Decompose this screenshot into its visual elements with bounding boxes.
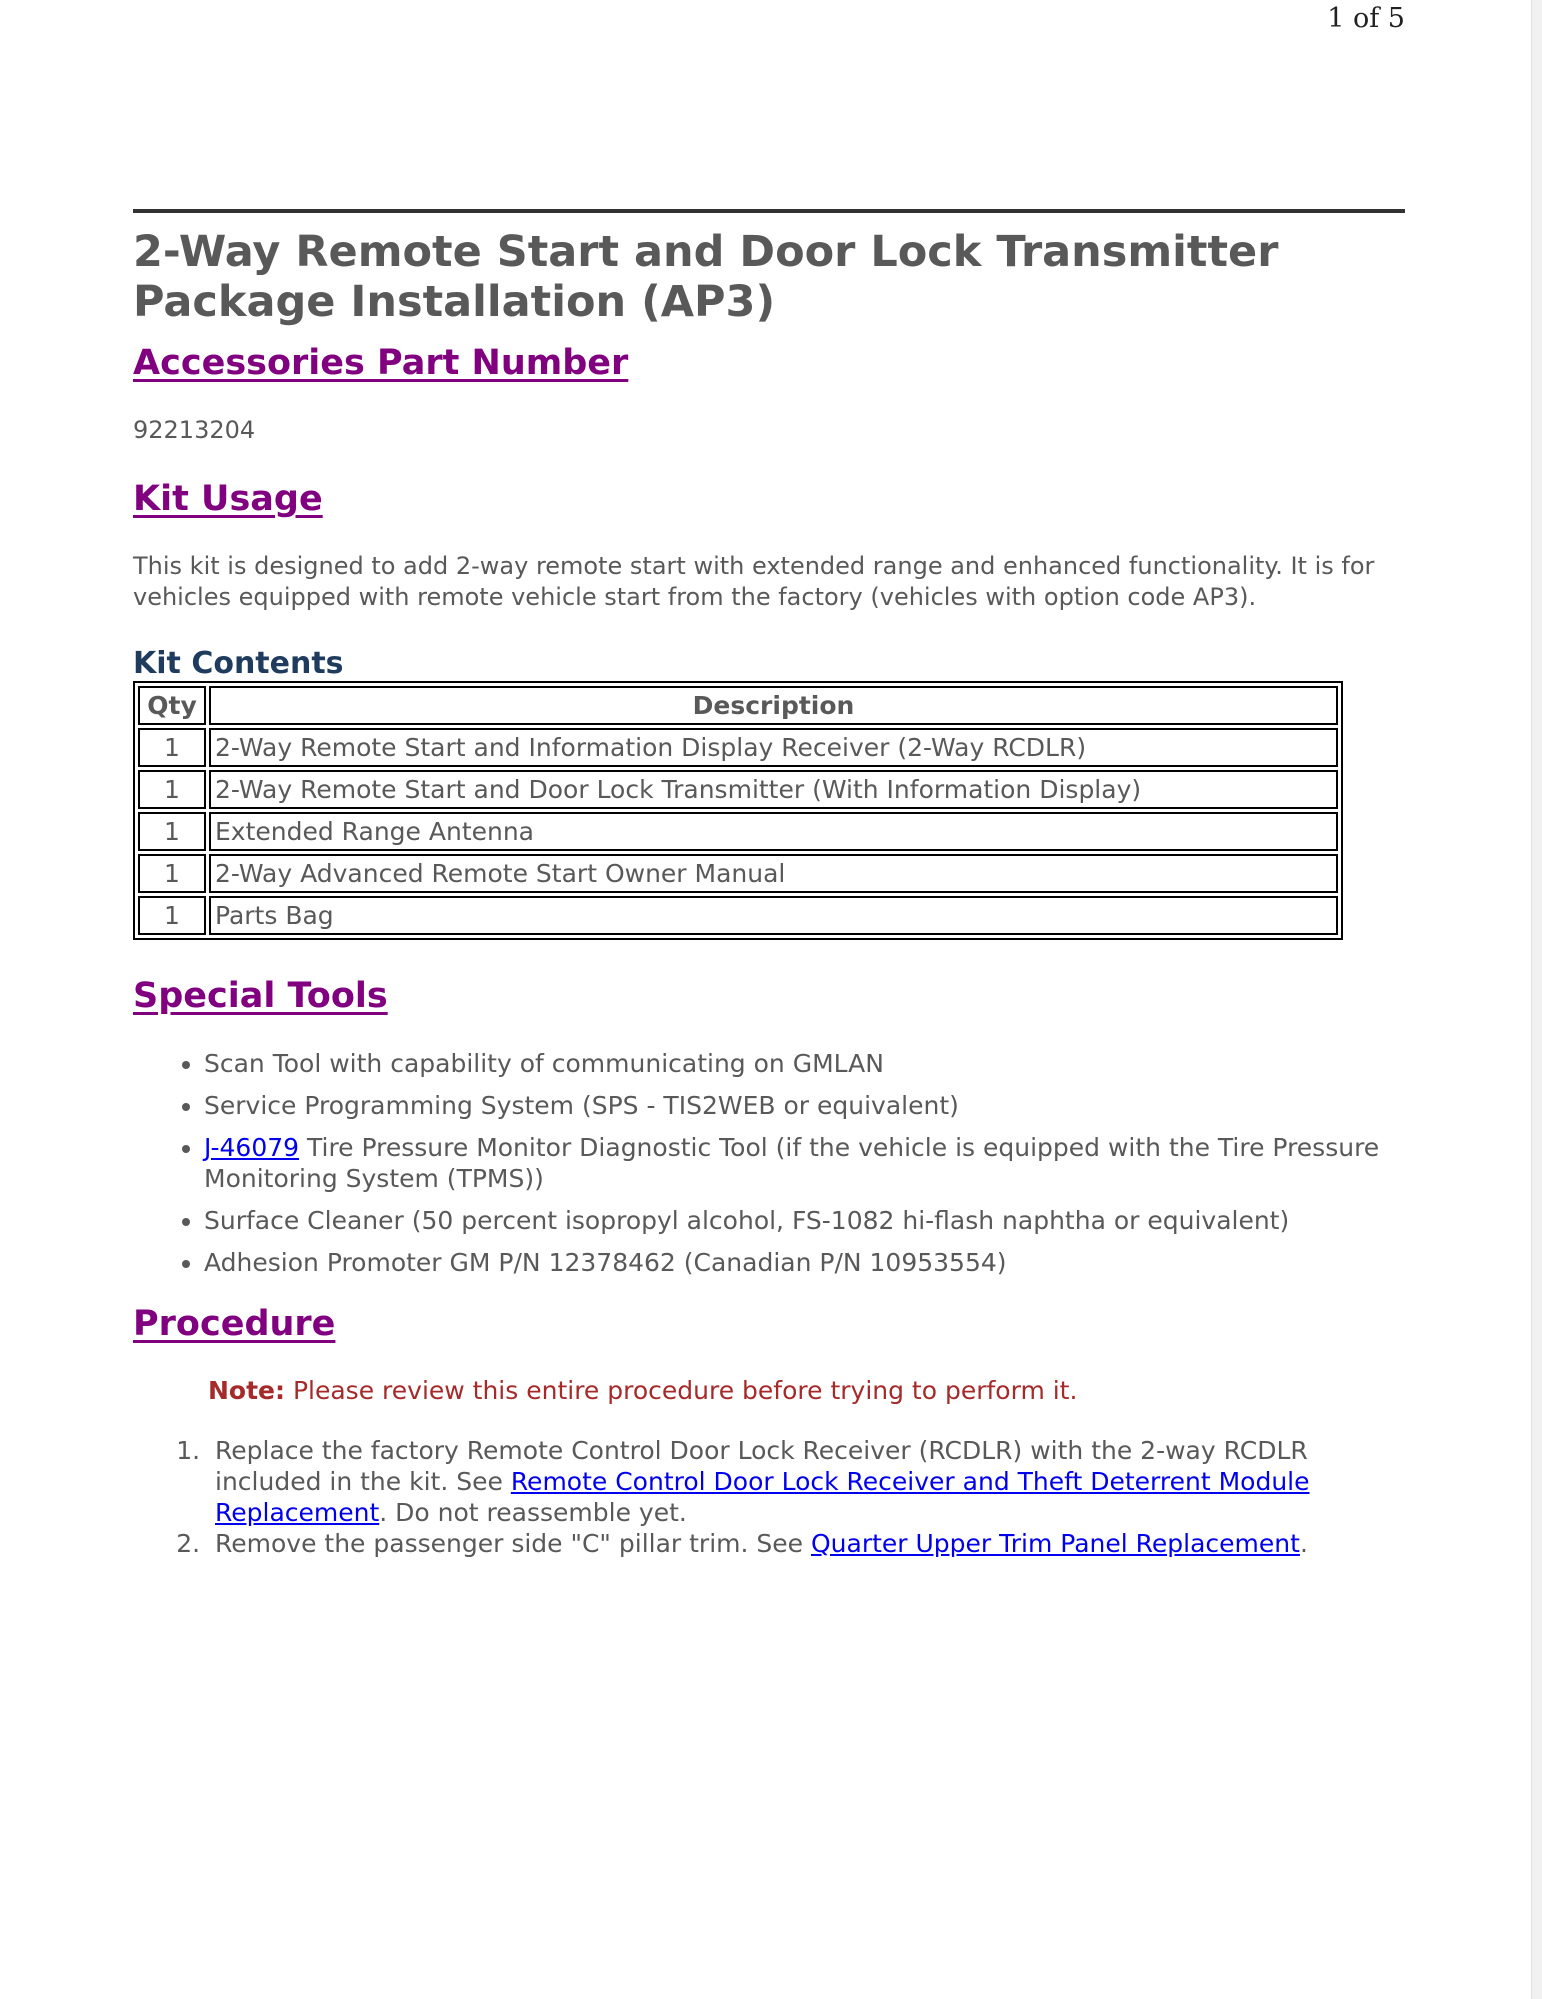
page-title: 2-Way Remote Start and Door Lock Transmitter Package Installation (AP3): [133, 227, 1279, 327]
step-text: Replace the factory Remote Control Door Lock Receiver (RCDLR) with the 2-way RCDLR included in the kit. See: [215, 1436, 1308, 1496]
list-item: [208, 1435, 1405, 1528]
rcdlr-replacement-link[interactable]: Remote Control Door Lock Receiver and Theft Deterrent Module Replacement: [215, 1467, 1310, 1527]
title-rule: [133, 209, 1405, 213]
description-cell: Extended Range Antenna: [209, 812, 1338, 851]
table-row: [138, 812, 1338, 851]
tool-text: Surface Cleaner (50 percent isopropyl alcohol, FS-1082 hi-flash naphtha or equivalent): [204, 1206, 1290, 1235]
qty-cell: 1: [138, 770, 206, 809]
step-text: Remove the passenger side "C" pillar trim. See: [215, 1529, 811, 1558]
kit-usage-heading: Kit Usage: [133, 479, 323, 519]
list-item: [204, 1247, 1405, 1278]
quarter-trim-panel-link[interactable]: Quarter Upper Trim Panel Replacement: [810, 1529, 1300, 1558]
list-item: [204, 1205, 1405, 1236]
qty-cell: 1: [138, 896, 206, 935]
description-cell: 2-Way Advanced Remote Start Owner Manual: [209, 854, 1338, 893]
tool-text: Scan Tool with capability of communicating on GMLAN: [204, 1049, 884, 1078]
table-row: [138, 896, 1338, 935]
note-label: Note:: [208, 1376, 286, 1405]
list-item: [208, 1528, 1405, 1559]
procedure-note: [208, 1376, 1405, 1405]
column-header-qty: Qty: [138, 686, 206, 725]
procedure-heading: Procedure: [133, 1304, 336, 1344]
description-cell: Parts Bag: [209, 896, 1338, 935]
tool-text: Tire Pressure Monitor Diagnostic Tool (if the vehicle is equipped with the Tire Pressure Monitoring System (TPMS)): [204, 1133, 1380, 1193]
kit-contents-table: [133, 681, 1343, 940]
tool-text: Adhesion Promoter GM P/N 12378462 (Canadian P/N 10953554): [204, 1248, 1007, 1277]
table-row: [138, 854, 1338, 893]
kit-usage-text: This kit is designed to add 2-way remote start with extended range and enhanced functionality. It is for vehicles equipped with remote vehicle start from the factory (vehicles with option code AP3).: [133, 552, 1375, 611]
kit-contents-heading: Kit Contents: [133, 646, 344, 681]
scrollbar[interactable]: [1531, 0, 1542, 1999]
column-header-description: Description: [209, 686, 1338, 725]
description-cell: 2-Way Remote Start and Door Lock Transmitter (With Information Display): [209, 770, 1338, 809]
table-header-row: [138, 686, 1338, 725]
table-row: [138, 728, 1338, 767]
list-item: [204, 1048, 1405, 1079]
step-text: . Do not reassemble yet.: [379, 1498, 687, 1527]
qty-cell: 1: [138, 812, 206, 851]
tool-link-j46079[interactable]: J-46079: [204, 1133, 300, 1162]
document-body: [133, 209, 1405, 1559]
tool-text: Service Programming System (SPS - TIS2WEB or equivalent): [204, 1091, 959, 1120]
list-item: [204, 1132, 1405, 1194]
qty-cell: 1: [138, 854, 206, 893]
qty-cell: 1: [138, 728, 206, 767]
special-tools-heading: Special Tools: [133, 976, 388, 1016]
note-text: Please review this entire procedure before trying to perform it.: [285, 1376, 1078, 1405]
page-number: 1 of 5: [1327, 3, 1405, 34]
special-tools-list: [133, 1048, 1405, 1278]
accessories-heading: Accessories Part Number: [133, 343, 629, 383]
procedure-steps: [133, 1435, 1405, 1559]
step-text: .: [1299, 1529, 1308, 1558]
table-row: [138, 770, 1338, 809]
list-item: [204, 1090, 1405, 1121]
part-number: 92213204: [133, 416, 256, 444]
description-cell: 2-Way Remote Start and Information Display Receiver (2-Way RCDLR): [209, 728, 1338, 767]
